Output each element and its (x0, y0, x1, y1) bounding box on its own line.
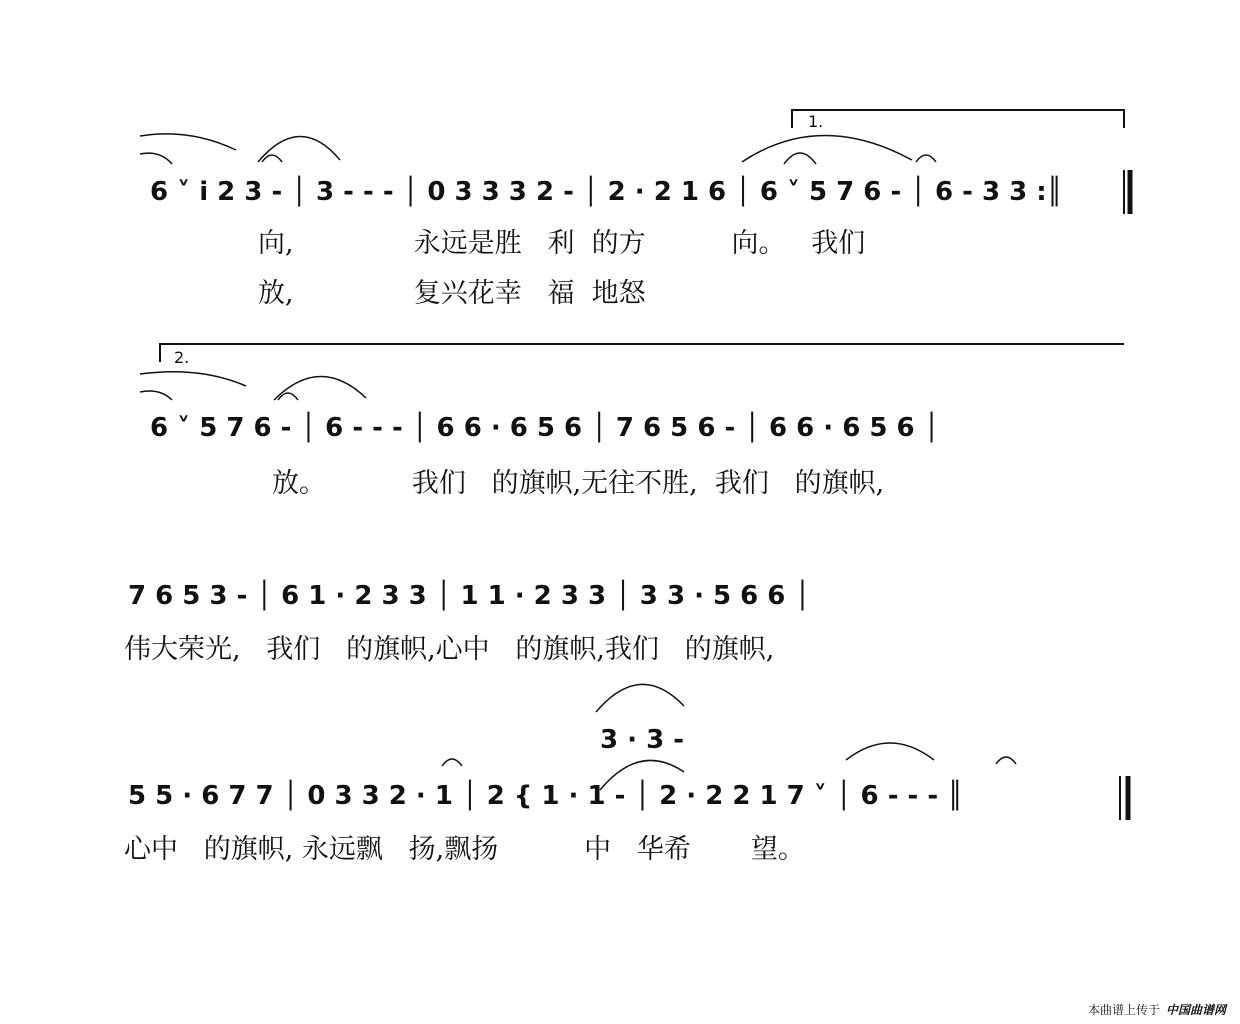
slur (274, 376, 366, 400)
volta-2-label: 2. (174, 348, 190, 367)
notes-line-3: 7 6 5 3 - │ 6 1 · 2 3 3 │ 1 1 · 2 3 3 │ 3 3 · 5 6 6 │ (128, 581, 811, 611)
lyrics-line-1a: 向, 永远是胜 利 的方 向。 我们 (258, 228, 866, 259)
fermata (442, 759, 462, 766)
lyrics-line-2: 放。 我们 的旗帜,无往不胜, 我们 的旗帜, (272, 468, 885, 499)
slur (258, 136, 340, 162)
slur (846, 743, 934, 760)
fermata (262, 155, 282, 162)
footer-text: 本曲谱上传于 (1087, 1003, 1160, 1017)
fermata (996, 757, 1016, 764)
volta-1-bracket (792, 110, 1124, 128)
slur (784, 153, 816, 164)
volta-2-bracket (160, 344, 1124, 362)
lyrics-line-4: 心中 的旗帜, 永远飘 扬,飘扬 中 华希 望。 (124, 834, 805, 865)
slur (600, 760, 684, 790)
notes-line-4: 5 5 · 6 7 7 │ 0 3 3 2 · 1 │ 2 { 1 · 1 - │ 2 · 2 2 1 7 ˅ │ 6 - - - ║ (128, 781, 963, 811)
notes-line-2: 6 ˅ 5 7 6 - │ 6 - - - │ 6 6 · 6 5 6 │ 7 6 5 6 - │ 6 6 · 6 5 6 │ (150, 413, 940, 443)
slur (140, 372, 246, 386)
slur (596, 684, 684, 712)
notes-line-1: 6 ˅ i 2 3 - │ 3 - - - │ 0 3 3 3 2 - │ 2 · 2 1 6 │ 6 ˅ 5 7 6 - │ 6 - 3 3 :║ (150, 177, 1063, 207)
volta-1-label: 1. (808, 112, 824, 131)
fermata (916, 155, 936, 162)
lyrics-line-1b: 放, 复兴花幸 福 地怒 (258, 278, 646, 309)
footer-credit (1088, 1001, 1226, 1018)
slur (742, 135, 912, 162)
lyrics-line-3: 伟大荣光, 我们 的旗帜,心中 的旗帜,我们 的旗帜, (124, 634, 775, 665)
slur (140, 153, 172, 164)
footer-logo: 中国曲谱网 (1165, 1003, 1226, 1017)
slur (140, 391, 172, 400)
notes-line-4-upper: 3 · 3 - (600, 725, 685, 755)
slur (140, 134, 236, 150)
